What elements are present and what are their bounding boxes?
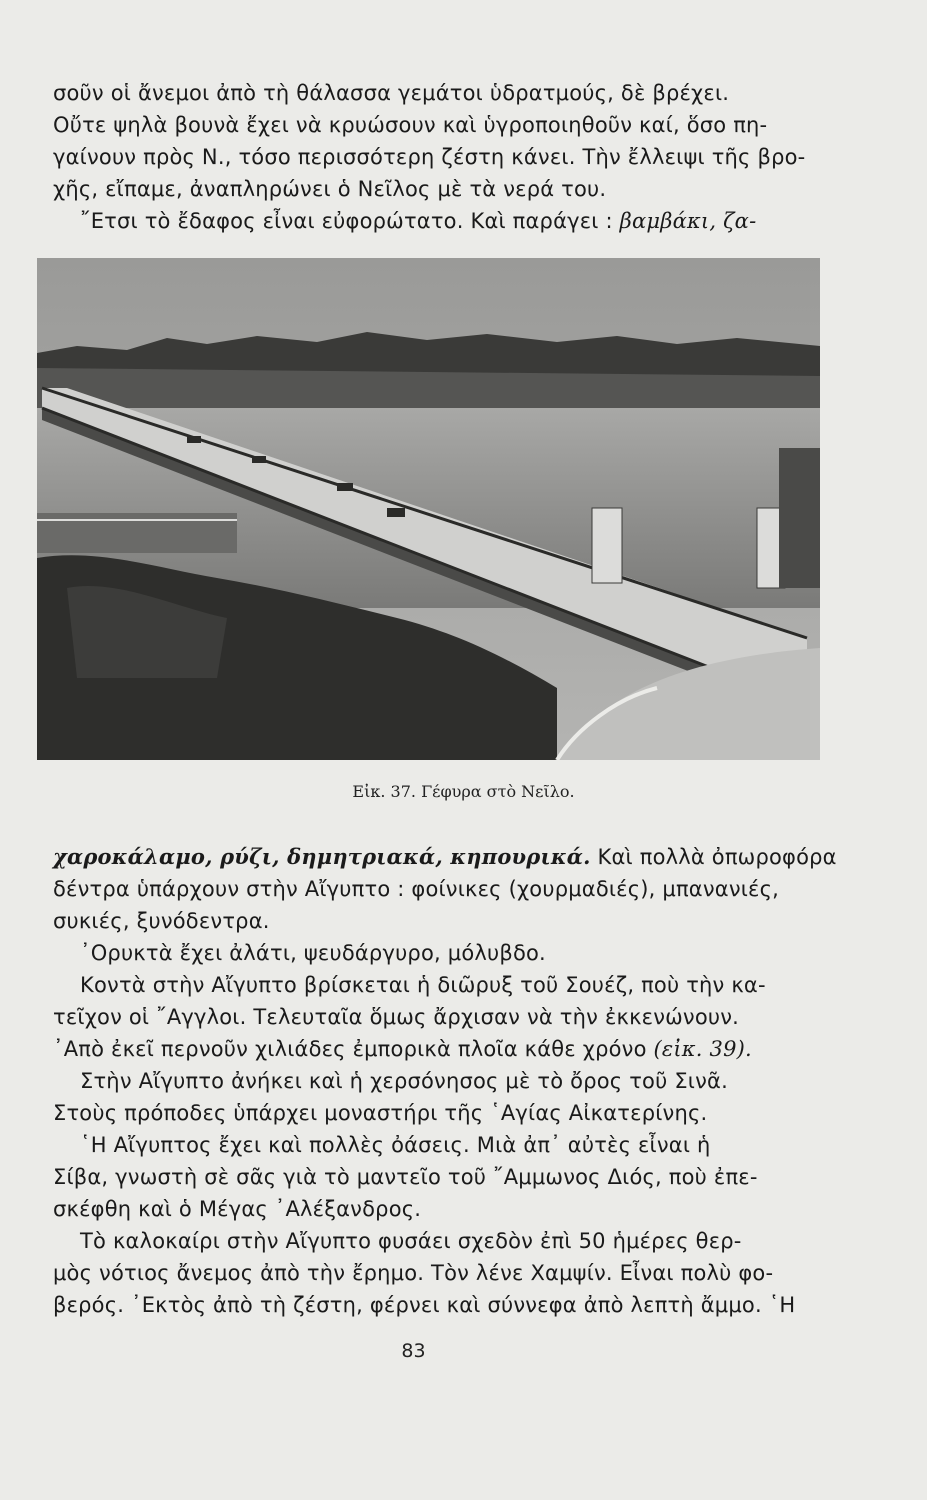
text-fragment: Καὶ πολλὰ ὀπωροφόρα (597, 845, 837, 869)
bridge-photo-drawing (37, 258, 820, 760)
text-line: δέντρα ὑπάρχουν στὴν Αἴγυπτο : φοίνικες (χουρμαδιές), μπανανιές, (53, 877, 780, 901)
crops-bold: χαροκάλαμο, ρύζι, δημητριακά, κηπουρικά. (53, 844, 591, 869)
text-line: σκέφθη καὶ ὁ Μέγας ᾿Αλέξανδρος. (53, 1197, 422, 1221)
text-line: Σίβα, γνωστὴ σὲ σᾶς γιὰ τὸ μαντεῖο τοῦ ῎Αμμωνος Διός, ποὺ ἐπε- (53, 1165, 758, 1189)
text-line: ῾Η Αἴγυπτος ἔχει καὶ πολλὲς ὀάσεις. Μιὰ ἀπ᾿ αὐτὲς εἶναι ἡ (80, 1133, 711, 1157)
text-fragment: ᾿Απὸ ἐκεῖ περνοῦν χιλιάδες ἐμπορικὰ πλοῖα κάθε χρόνο (53, 1037, 647, 1061)
italic-fragment: βαμβάκι, ζα- (619, 209, 757, 233)
text-line: Στὴν Αἴγυπτο ἀνήκει καὶ ἡ χερσόνησος μὲ τὸ ὄρος τοῦ Σινᾶ. (80, 1069, 728, 1093)
page-number: 83 (401, 1340, 426, 1362)
text-line: ᾿Ορυκτὰ ἔχει ἀλάτι, ψευδάργυρο, μόλυβδο. (80, 941, 546, 965)
text-line: γαίνουν πρὸς Ν., τόσο περισσότερη ζέστη κάνει. Τὴν ἔλλειψι τῆς βρο- (53, 145, 806, 169)
text-line: βερός. ᾿Εκτὸς ἀπὸ τὴ ζέστη, φέρνει καὶ σύννεφα ἀπὸ λεπτὴ ἄμμο. ῾Η (53, 1293, 796, 1317)
text-fragment: ῎Ετσι τὸ ἔδαφος εἶναι εὐφορώτατο. Καὶ παράγει : (80, 209, 613, 233)
text-line: χῆς, εἴπαμε, ἀναπληρώνει ὁ Νεῖλος μὲ τὰ νερά του. (53, 177, 607, 201)
figure-caption: Εἰκ. 37. Γέφυρα στὸ Νεῖλο. (352, 782, 575, 801)
figure-reference: (εἰκ. 39). (653, 1037, 752, 1061)
text-line (80, 206, 825, 236)
text-line (53, 842, 837, 872)
text-line: Στοὺς πρόποδες ὑπάρχει μοναστήρι τῆς ῾Αγίας Αἰκατερίνης. (53, 1101, 708, 1125)
text-line: συκιές, ξυνόδεντρα. (53, 909, 270, 933)
text-line: μὸς νότιος ἄνεμος ἀπὸ τὴν ἔρημο. Τὸν λένε Χαμψίν. Εἶναι πολὺ φο- (53, 1261, 774, 1285)
text-line: Τὸ καλοκαίρι στὴν Αἴγυπτο φυσάει σχεδὸν ἐπὶ 50 ἡμέρες θερ- (80, 1229, 742, 1253)
text-line: τεῖχον οἱ ῎Αγγλοι. Τελευταῖα ὅμως ἄρχισαν νὰ τὴν ἐκκενώνουν. (53, 1005, 740, 1029)
text-line: σοῦν οἱ ἄνεμοι ἀπὸ τὴ θάλασσα γεμάτοι ὑδρατμούς, δὲ βρέχει. (53, 81, 730, 105)
bridge-photo (37, 258, 820, 760)
text-line: Οὔτε ψηλὰ βουνὰ ἔχει νὰ κρυώσουν καὶ ὑγροποιηθοῦν καί, ὅσο πη- (53, 113, 768, 137)
text-line (53, 1034, 825, 1064)
text-line: Κοντὰ στὴν Αἴγυπτο βρίσκεται ἡ διῶρυξ τοῦ Σουέζ, ποὺ τὴν κα- (80, 973, 766, 997)
